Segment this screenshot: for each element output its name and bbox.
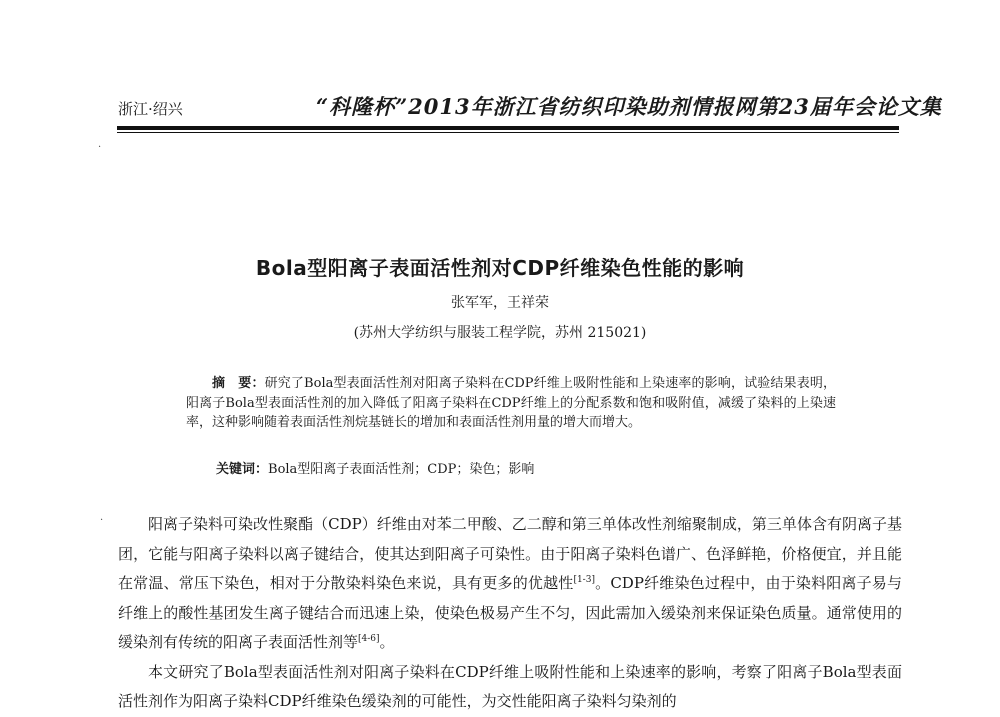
citation-ref: [1-3] — [573, 575, 595, 585]
abstract-label: 摘 要： — [212, 376, 265, 391]
abstract-text: 研究了Bola型表面活性剂对阳离子染料在CDP纤维上吸附性能和上染速率的影响，试验结果表明，阳离子Bola型表面活性剂的加入降低了阳离子染料在CDP纤维上的分配系数和饱和吸附值，减缓了染料的上染速率，这种影响随着表面活性剂烷基链长的增加和表面活性剂用量的增大而增大。 — [186, 376, 836, 430]
paper-authors: 张军军，王祥荣 — [451, 295, 549, 311]
citation-ref: [4-6] — [358, 634, 380, 644]
scan-speck: · — [98, 142, 102, 153]
header-rule-thick — [117, 126, 899, 130]
body-text-run: 阳离子染料可染改性聚酯（CDP）纤维由对苯二甲酸、乙二醇和第三单体改性剂缩聚制成，第三单体含有阴离子基团，它能与阳离子染料以离子键结合，使其达到阳离子可染性。由于阳离子染料色谱广、色泽鲜艳，价格便宜，并且能在常温、常压下染色，相对于分散染料染色来说，具有更多的优越性 — [118, 515, 902, 592]
keywords-label: 关键词： — [216, 462, 269, 477]
body-text — [118, 510, 902, 717]
paper-title: Bola型阳离子表面活性剂对CDP纤维染色性能的影响 — [255, 256, 745, 280]
body-text-run: 。 — [379, 633, 395, 651]
keywords — [216, 458, 534, 477]
body-text-run: 。CDP纤维染色过程中，由于染料阳离子易与纤维上的酸性基团发生离子键结合而迅速上染，使染色极易产生不匀，因此需加入缓染剂来保证染色质量。通常使用的缓染剂有传统的阳离子表面活性剂等 — [118, 574, 902, 651]
body-paragraph-2: 本文研究了Bola型表面活性剂对阳离子染料在CDP纤维上吸附性能和上染速率的影响，考察了阳离子Bola型表面活性剂作为阳离子染料CDP纤维染色缓染剂的可能性，为交性能阳离子染料匀染剂的 — [118, 662, 902, 710]
abstract — [186, 374, 836, 433]
header-rule-thin — [117, 132, 899, 133]
keywords-text: Bola型阳离子表面活性剂；CDP；染色；影响 — [268, 462, 535, 477]
header-location: 浙江·绍兴 — [118, 100, 183, 118]
body-paragraph-1 — [118, 510, 902, 658]
scan-speck: · — [100, 515, 104, 526]
paper-affiliation: (苏州大学纺织与服装工程学院，苏州 215021) — [353, 325, 647, 341]
header-conference-title: “科隆杯”2013年浙江省纺织印染助剂情报网第23届年会论文集 — [316, 94, 942, 119]
